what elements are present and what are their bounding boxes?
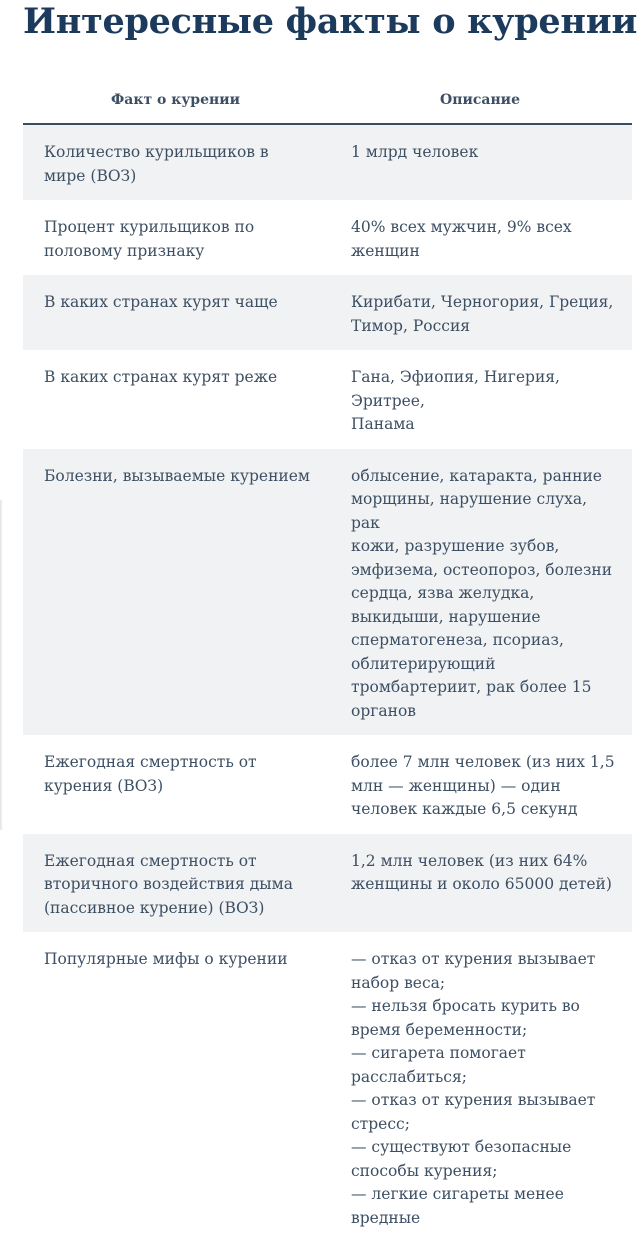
description-text-line: — существуют безопасные [351,1138,572,1156]
fact-text-line: курения (ВОЗ) [44,776,164,795]
fact-text-line: В каких странах курят реже [44,368,278,386]
description-text-line: женщин [351,241,420,260]
description-cell [328,350,632,449]
fact-text-line: Ежегодная смертность от [44,851,257,870]
fact-text-line: половому признаку [44,241,205,260]
fact-cell [23,834,328,933]
description-text-line: облысение, катаракта, ранние [351,466,602,485]
description-cell [328,834,632,933]
table-row [23,932,632,1242]
description-text-line: эмфизема, остеопороз, болезни [351,560,613,579]
description-cell [328,449,632,736]
description-text-line: 40% всех мужчин, 9% всех [351,218,572,236]
description-cell [328,200,632,275]
page-title: Интересные факты о курении [23,1,637,42]
table-body [23,124,632,1242]
fact-text-line: Болезни, вызываемые курением [44,466,310,485]
description-text-line: женщины и около 65000 детей) [351,875,612,893]
table-row [23,834,632,933]
fact-text-line: В каких странах курят чаще [44,293,278,311]
table-row [23,350,632,449]
description-cell [328,735,632,834]
header-fact: Факт о курении [23,76,328,124]
fact-text-line: вторичного воздействия дыма [44,875,293,893]
description-cell [328,124,632,200]
description-text-line: 1 млрд человек [351,143,479,161]
table-row [23,449,632,736]
description-text-line: более 7 млн человек (из них 1,5 [351,753,615,771]
description-text-line: — нельзя бросать курить во [351,997,580,1015]
fact-text-line: Процент курильщиков по [44,218,255,236]
fact-text-line: Количество курильщиков в [44,143,269,161]
fact-cell [23,200,328,275]
fact-cell [23,449,328,736]
description-text-line: сердца, язва желудка, [351,584,535,602]
description-text-line: — отказ от курения вызывает [351,950,596,968]
fact-cell [23,124,328,200]
description-text-line: Тимор, Россия [351,316,471,335]
description-text-line: органов [351,701,417,720]
fact-cell [23,735,328,834]
fact-cell [23,275,328,350]
description-text-line: способы курения; [351,1161,498,1180]
description-text-line: человек каждые 6,5 секунд [351,800,578,818]
description-text-line: морщины, нарушение слуха, рак [351,490,588,532]
fact-text-line: Ежегодная смертность от [44,753,257,771]
description-text-line: расслабиться; [351,1067,467,1086]
description-text-line: облитерирующий [351,654,496,673]
description-text-line: Гана, Эфиопия, Нигерия, Эритрее, [351,368,560,410]
description-text-line: — сигарета помогает [351,1044,526,1062]
description-text-line: 1,2 млн человек (из них 64% [351,851,588,870]
fact-cell [23,932,328,1242]
description-text-line: кожи, разрушение зубов, [351,537,560,555]
header-description: Описание [328,76,632,124]
description-text-line: — отказ от курения вызывает [351,1091,596,1109]
fact-text-line: (пассивное курение) (ВОЗ) [44,898,265,917]
description-text-line: сперматогенеза, псориаз, [351,631,564,649]
table-header-row [23,76,632,124]
table-row [23,200,632,275]
description-text-line: Панама [351,415,415,433]
table-row [23,735,632,834]
fact-text-line: Популярные мифы о курении [44,950,288,968]
description-text-line: набор веса; [351,973,446,992]
description-text-line: тромбартериит, рак более 15 [351,678,592,696]
description-text-line: вредные [351,1208,421,1227]
fact-cell [23,350,328,449]
description-text-line: выкидыши, нарушение [351,607,541,626]
description-text-line: Кирибати, Черногория, Греция, [351,293,614,311]
description-text-line: — легкие сигареты менее [351,1185,564,1203]
description-cell [328,932,632,1242]
description-cell [328,275,632,350]
page-edge-shadow [0,500,3,830]
fact-text-line: мире (ВОЗ) [44,166,137,185]
description-text-line: млн — женщины) — один [351,776,561,795]
description-text-line: время беременности; [351,1020,528,1039]
facts-table [23,76,632,1242]
table-row [23,124,632,200]
description-text-line: стресс; [351,1114,410,1133]
table-row [23,275,632,350]
